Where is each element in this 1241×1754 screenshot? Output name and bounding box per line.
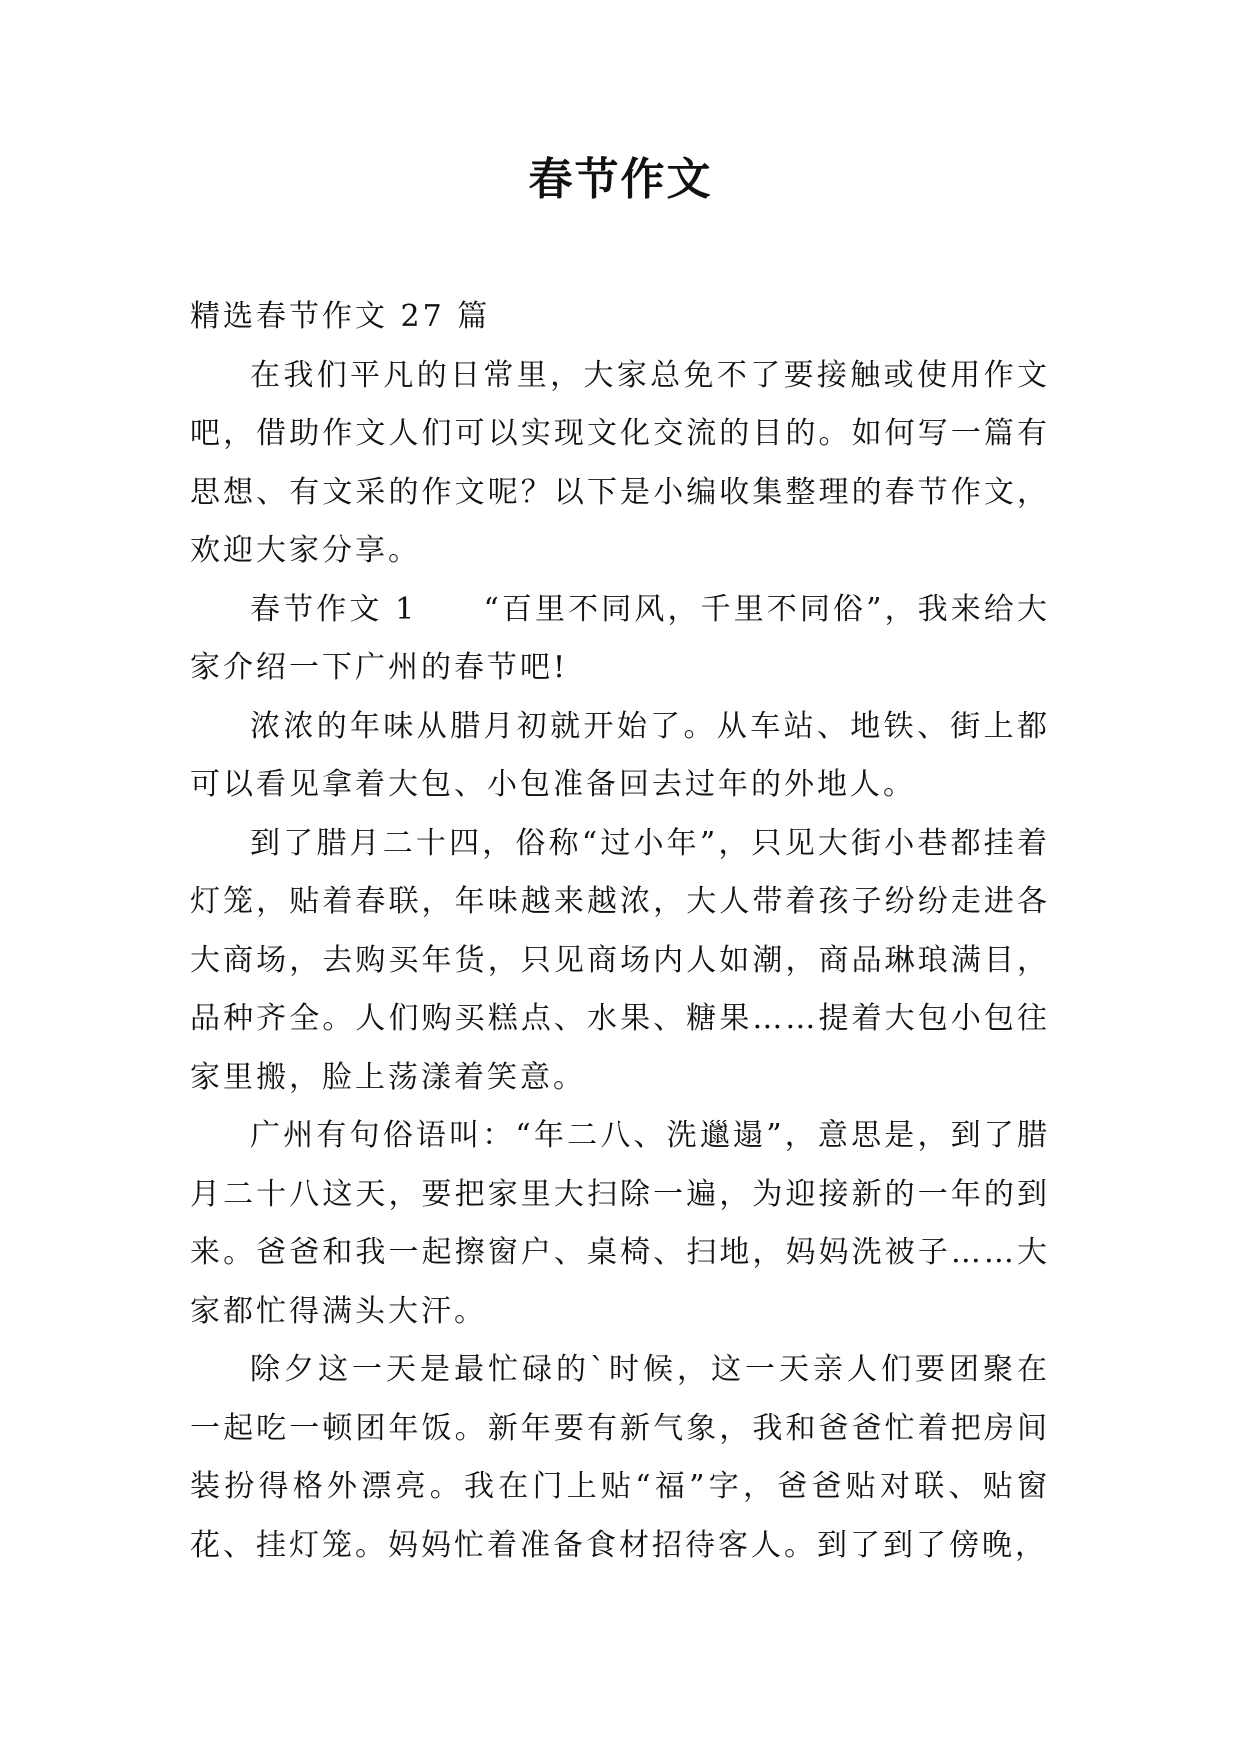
paragraph: 浓浓的年味从腊月初就开始了。从车站、地铁、街上都可以看见拿着大包、小包准备回去过年的外地人。 [190, 708, 1050, 802]
paragraph: 到了腊月二十四，俗称“过小年”，只见大街小巷都挂着灯笼，贴着春联，年味越来越浓，大人带着孩子纷纷走进各大商场，去购买年货，只见商场内人如潮，商品琳琅满目，品种齐全。人们购买糕点、水果、糖果……提着大包小包往家里搬，脸上荡漾着笑意。 [190, 825, 1050, 1095]
paragraph: 除夕这一天是最忙碌的`时候，这一天亲人们要团聚在一起吃一顿团年饭。新年要有新气象，我和爸爸忙着把房间装扮得格外漂亮。我在门上贴“福”字，爸爸贴对联、贴窗花、挂灯笼。妈妈忙着准备食材招待客人。到了到了傍晚， [190, 1352, 1050, 1563]
paragraph: 广州有句俗语叫：“年二八、洗邋遢”，意思是，到了腊月二十八这天，要把家里大扫除一遍，为迎接新的一年的到来。爸爸和我一起擦窗户、桌椅、扫地，妈妈洗被子……大家都忙得满头大汗。 [190, 1118, 1050, 1329]
document-subtitle: 精选春节作文 27 篇 [190, 299, 491, 334]
document-body [190, 288, 1050, 1575]
paragraph-intro: 在我们平凡的日常里，大家总免不了要接触或使用作文吧，借助作文人们可以实现文化交流的目的。如何写一篇有思想、有文采的作文呢？以下是小编收集整理的春节作文，欢迎大家分享。 [190, 357, 1050, 568]
document-title: 春节作文 [528, 154, 713, 205]
paragraph-essay-heading: 春节作文 1 “百里不同风，千里不同俗”，我来给大家介绍一下广州的春节吧! [190, 591, 1050, 685]
